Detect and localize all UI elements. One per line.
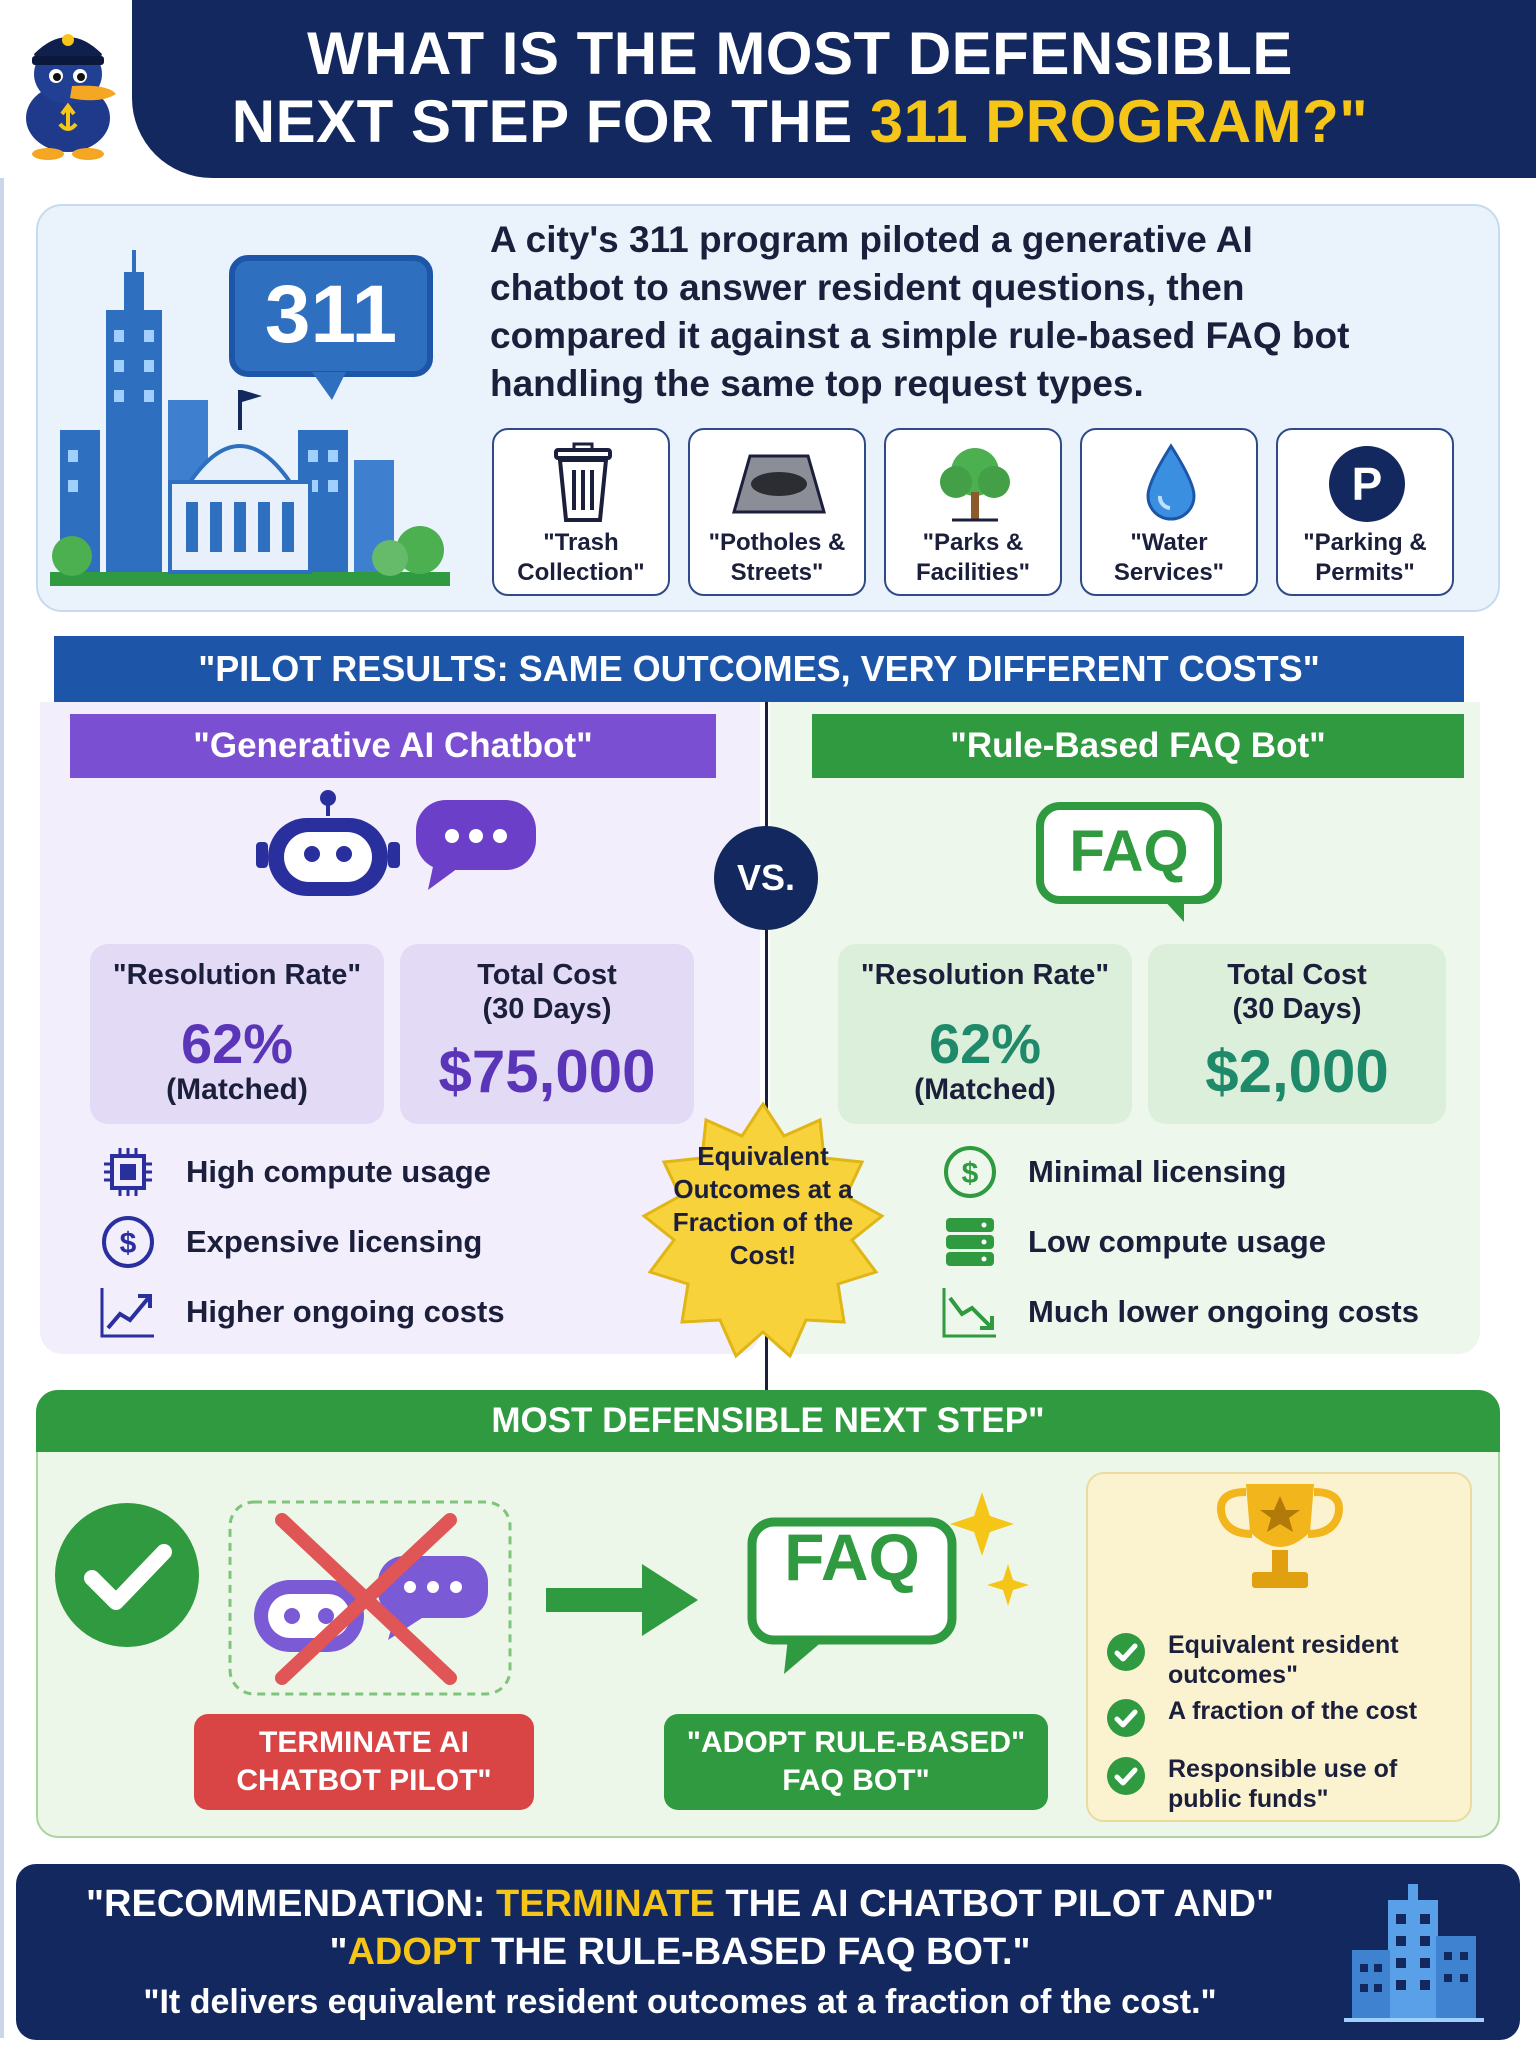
title-line-1: WHAT IS THE MOST DEFENSIBLE	[307, 20, 1293, 87]
next-step-banner: MOST DEFENSIBLE NEXT STEP"	[36, 1390, 1500, 1452]
category-label: "Potholes & Streets"	[708, 529, 846, 586]
starburst-text: Equivalent Outcomes at a Fraction of the Cost!	[672, 1141, 854, 1270]
ai-resolution-note: (Matched)	[166, 1073, 308, 1106]
faq-resolution-value: 62%	[928, 1012, 1042, 1075]
ai-feature-text: High compute usage	[186, 1154, 491, 1189]
faq-feature-text: Minimal licensing	[1028, 1154, 1287, 1189]
311-badge-text: 311	[264, 269, 398, 360]
ai-cost-label: Total Cost (30 Days)	[477, 959, 617, 1025]
ai-feature-text: Expensive licensing	[186, 1224, 483, 1259]
faq-cost-card	[1148, 944, 1446, 1124]
category-card-water	[1080, 428, 1258, 596]
faq-feature-text: Low compute usage	[1028, 1224, 1326, 1259]
ai-feature-item	[98, 1214, 482, 1270]
city-building-icon	[1338, 1880, 1488, 2030]
title-highlight: 311 PROGRAM?"	[869, 88, 1369, 155]
trophy-icon	[1200, 1476, 1360, 1606]
dollar-circle-icon	[98, 1214, 158, 1270]
reco-line1-suffix: THE AI CHATBOT PILOT AND"	[714, 1883, 1274, 1925]
parking-icon	[1278, 442, 1452, 526]
ai-feature-text: Higher ongoing costs	[186, 1294, 505, 1329]
category-label: "Water Services"	[1113, 529, 1225, 586]
dollar-circle-icon	[940, 1144, 1000, 1200]
ai-feature-item	[98, 1284, 505, 1340]
robot-chat-icon	[244, 790, 544, 900]
faq-cost-value: $2,000	[1205, 1038, 1389, 1105]
faq-feature-item	[940, 1214, 1326, 1270]
ai-resolution-value: 62%	[180, 1012, 294, 1075]
arrow-right-icon	[546, 1560, 702, 1640]
reco-line2-suffix: THE RULE-BASED FAQ BOT."	[480, 1931, 1031, 1973]
faq-feature-text: Much lower ongoing costs	[1028, 1294, 1419, 1329]
benefit-text: A fraction of the cost	[1168, 1697, 1418, 1725]
intro-description: A city's 311 program piloted a generative AI chatbot to answer resident questions, then compared it against a simple rule-based FAQ bot handling the same top request types.	[490, 219, 1350, 404]
tree-icon	[886, 442, 1060, 526]
cpu-chip-icon	[98, 1144, 158, 1200]
category-label: "Parking & Permits"	[1303, 529, 1427, 586]
category-label: "Trash Collection"	[517, 529, 645, 586]
faq-feature-item	[940, 1144, 1286, 1200]
benefit-text: Responsible use of public funds"	[1168, 1755, 1398, 1813]
ai-cost-value: $75,000	[438, 1038, 656, 1105]
ai-resolution-label: "Resolution Rate"	[112, 959, 362, 991]
category-card-trash	[492, 428, 670, 596]
category-card-parking	[1276, 428, 1454, 596]
adopt-line-2: FAQ BOT"	[782, 1764, 930, 1797]
ai-feature-item	[98, 1144, 491, 1200]
reco-adopt-highlight: ADOPT	[347, 1931, 481, 1973]
faq-icon-text: FAQ	[1069, 819, 1189, 884]
terminate-ai-pilot-button[interactable]	[194, 1714, 534, 1810]
category-card-parks	[884, 428, 1062, 596]
category-card-potholes	[688, 428, 866, 596]
versus-badge: VS.	[714, 826, 818, 930]
svg-text:$: $	[961, 1157, 979, 1190]
server-stack-icon	[940, 1214, 1000, 1270]
terminate-line-2: CHATBOT PILOT"	[236, 1764, 492, 1797]
ai-resolution-card	[90, 944, 384, 1124]
benefit-item	[1106, 1630, 1466, 1690]
trending-up-icon	[98, 1284, 158, 1340]
check-circle-icon	[1106, 1698, 1146, 1738]
reco-terminate-highlight: TERMINATE	[495, 1883, 715, 1925]
svg-text:P: P	[1351, 458, 1383, 510]
terminate-line-1: TERMINATE AI	[259, 1726, 469, 1759]
benefit-item	[1106, 1754, 1466, 1814]
pothole-icon	[690, 442, 864, 526]
category-label: "Parks & Facilities"	[915, 529, 1031, 586]
benefit-text: Equivalent resident outcomes"	[1168, 1631, 1399, 1689]
faq-big-text: FAQ	[784, 1520, 920, 1594]
benefit-item	[1106, 1696, 1466, 1738]
faq-resolution-note: (Matched)	[914, 1073, 1056, 1106]
recommendation-line-3: "It delivers equivalent resident outcomes at a fraction of the cost."	[143, 1983, 1217, 2021]
check-circle-icon	[52, 1500, 202, 1650]
faq-resolution-label: "Resolution Rate"	[860, 959, 1110, 991]
adopt-line-1: "ADOPT RULE-BASED"	[686, 1726, 1026, 1759]
reco-line1-prefix: "RECOMMENDATION:	[86, 1883, 496, 1925]
crossed-out-chatbot-icon	[228, 1500, 512, 1696]
trending-down-icon	[940, 1284, 1000, 1340]
left-edge-rule	[0, 178, 4, 2038]
page-title	[180, 20, 1420, 156]
water-drop-icon	[1082, 442, 1256, 526]
adopt-faq-bot-button[interactable]	[664, 1714, 1048, 1810]
recommendation-line-1	[60, 1880, 1300, 1928]
duck-mascot-icon	[12, 10, 124, 160]
faq-feature-item	[940, 1284, 1419, 1340]
results-banner: "PILOT RESULTS: SAME OUTCOMES, VERY DIFFERENT COSTS"	[54, 636, 1464, 702]
ai-chatbot-title: "Generative AI Chatbot"	[70, 714, 716, 778]
title-line-2	[180, 88, 1420, 156]
svg-text:$: $	[119, 1227, 137, 1260]
trash-can-icon	[494, 442, 668, 526]
faq-bot-title: "Rule-Based FAQ Bot"	[812, 714, 1464, 778]
check-circle-icon	[1106, 1632, 1146, 1672]
recommendation-line-2	[60, 1928, 1300, 1976]
title-line-2-prefix: NEXT STEP FOR THE	[231, 88, 853, 155]
faq-cost-label: Total Cost (30 Days)	[1227, 959, 1367, 1025]
ai-cost-card	[400, 944, 694, 1124]
reco-line2-prefix: "	[329, 1931, 348, 1973]
faq-resolution-card	[838, 944, 1132, 1124]
check-circle-icon	[1106, 1756, 1146, 1796]
